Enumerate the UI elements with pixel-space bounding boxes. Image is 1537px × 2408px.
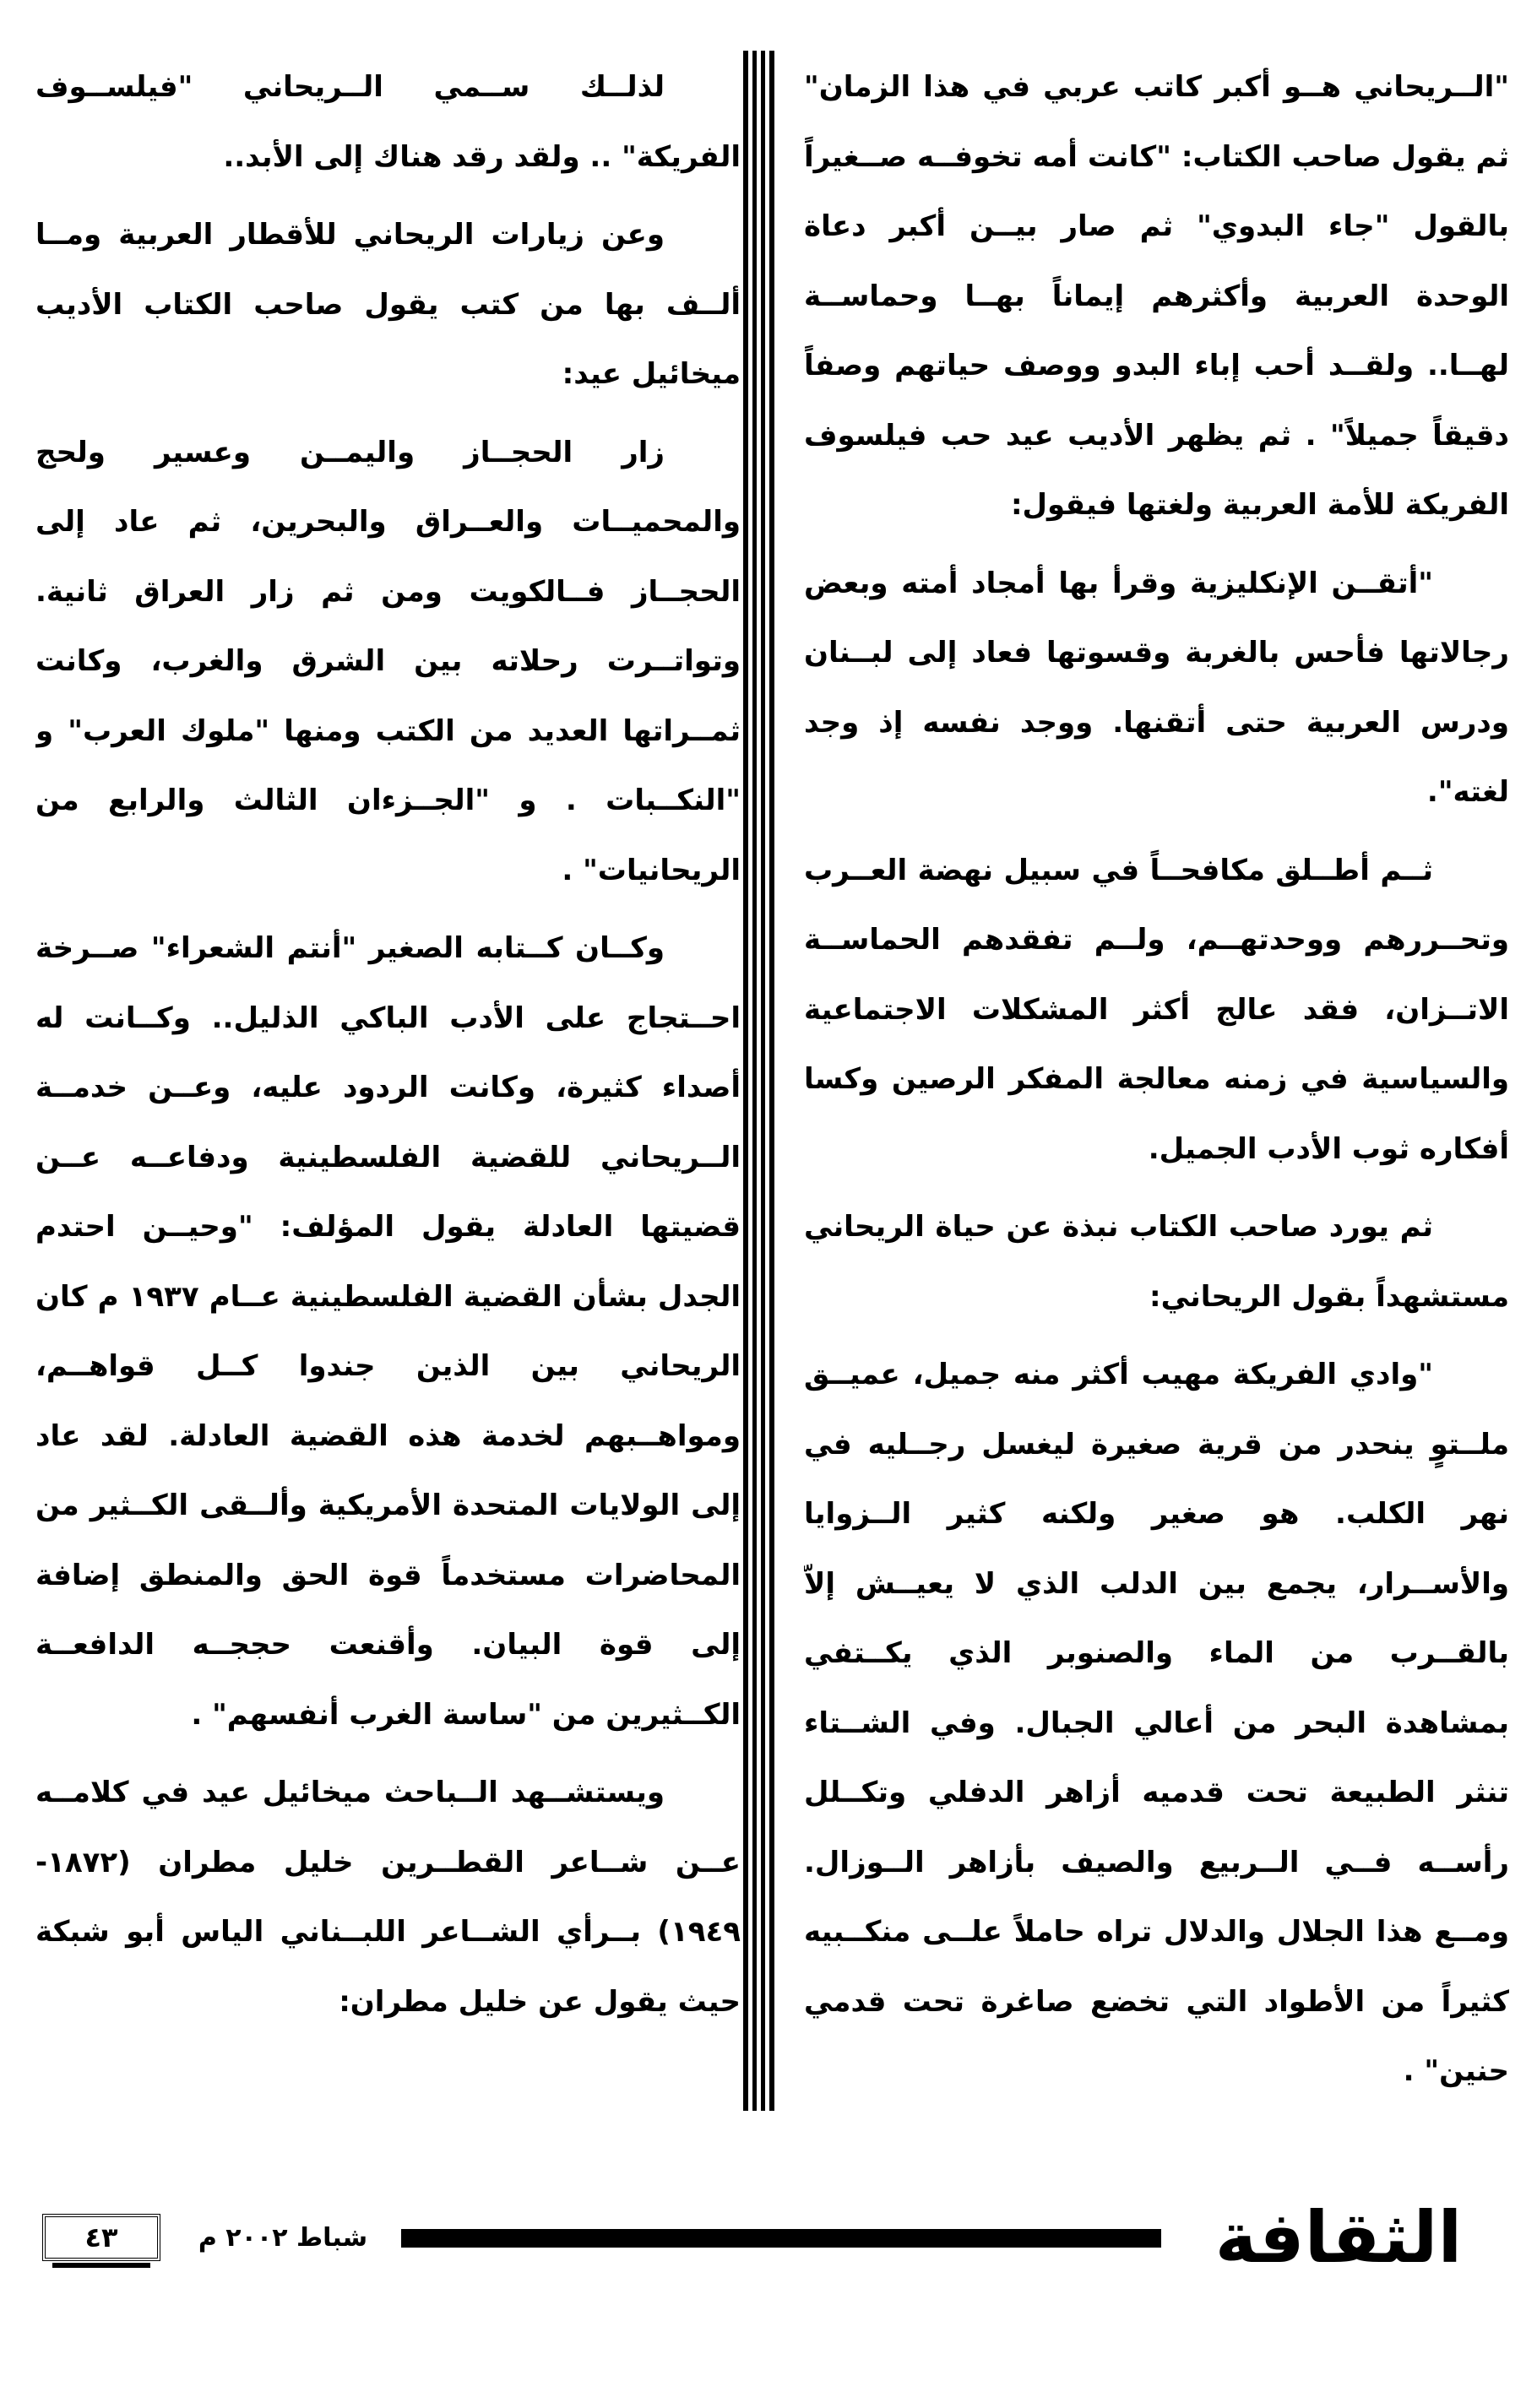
paragraph: ثم يورد صاحب الكتاب نبذة عن حياة الريحاني مستشهداً بقول الريحاني: (804, 1210, 1509, 1314)
magazine-logo: الثقافة (1214, 2196, 1463, 2279)
paragraph: "وادي الفريكة مهيب أكثر منه جميل، عميــق ملــتوٍ ينحدر من قرية صغيرة ليغسل رجــليه في نهر الكلب. هو صغير ولكنه كثير الــزوايا والأســرار، يجمع بين الدلب الذي لا يعيــش إلاّ بالقــرب من الماء والصنوبر الذي يكــتفي بمشاهدة البحر من أعالي الجبال. وفي الشــتاء تنثر الطبيعة تحت قدميه أزاهر الدفلي وتكــلل رأســه فــي الــربيع والصيف بأزاهر الــوزال. ومــع هذا الجلال والدلال تراه حاملاً علــى منكــبيه كثيراً من الأطواد التي تخضع صاغرة تحت قدمي حنين" . (804, 1358, 1509, 2088)
paragraph: زار الحجــاز واليمــن وعسير ولحج والمحميــات والعــراق والبحرين، ثم عاد إلى الحجــاز فــالكويت ومن ثم زار العراق ثانية. وتواتــرت رحلاته بين الشرق والغرب، وكانت ثمــراتها العديد من الكتب ومنها "ملوك العرب" و "النكــبات . و "الجــزءان الثالث والرابع من الريحانيات" . (35, 435, 741, 887)
paragraph: وعن زيارات الريحاني للأقطار العربية ومــا ألــف بها من كتب يقول صاحب الكتاب الأديب ميخائيل عيد: (35, 218, 741, 391)
footer-rule (401, 2229, 1161, 2248)
paragraph: "أتقــن الإنكليزية وقرأ بها أمجاد أمته وبعض رجالاتها فأحس بالغربة وقسوتها فعاد إلى لبــنان ودرس العربية حتى أتقنها. ووجد نفسه إذ وجد لغته". (804, 566, 1509, 809)
column-divider (743, 51, 775, 2111)
paragraph: "الــريحاني هــو أكبر كاتب عربي في هذا الزمان" ثم يقول صاحب الكتاب: "كانت أمه تخوفــه صــغيراً بالقول "جاء البدوي" ثم صار بيــن أكبر دعاة الوحدة العربية وأكثرهم إيماناً بهــا وحماســة لهــا.. ولقــد أحب إباء البدو ووصف حياتهم وصفاً دقيقاً جميلاً" . ثم يظهر الأديب عيد حب فيلسوف الفريكة للأمة العربية ولغتها فيقول: (804, 70, 1509, 522)
paragraph: ويستشــهد الــباحث ميخائيل عيد في كلامــه عــن شــاعر القطــرين خليل مطران (١٨٧٢- ١٩٤٩) بــرأي الشــاعر اللبــناني الياس أبو شبكة حيث يقول عن خليل مطران: (35, 1776, 741, 2019)
paragraph: وكــان كــتابه الصغير "أنتم الشعراء" صــرخة احــتجاج على الأدب الباكي الذليل.. وكــانت له أصداء كثيرة، وكانت الردود عليه، وعــن خدمــة الــريحاني للقضية الفلسطينية ودفاعــه عــن قضيتها العادلة يقول المؤلف: "وحيــن احتدم الجدل بشأن القضية الفلسطينية عــام ١٩٣٧ م كان الريحاني بين الذين جندوا كــل قواهــم، ومواهــبهم لخدمة هذه القضية العادلة. لقد عاد إلى الولايات المتحدة الأمريكية وألــقى الكــثير من المحاضرات مستخدماً قوة الحق والمنطق إضافة إلى قوة البيان. وأقنعت حججــه الدافعــة الكــثيرين من "ساسة الغرب أنفسهم" . (35, 931, 741, 1732)
article-column-right (804, 52, 1509, 2096)
article-column-left (35, 52, 741, 2096)
paragraph: لذلــك ســمي الــريحاني "فيلســوف الفريكة" .. ولقد رقد هناك إلى الأبد.. (35, 70, 741, 174)
issue-date: شباط ٢٠٠٢ م (198, 2223, 368, 2253)
paragraph: ثــم أطــلق مكافحــاً في سبيل نهضة العــرب وتحــررهم ووحدتهــم، ولــم تفقدهم الحماســة الاتــزان، فقد عالج أكثر المشكلات الاجتماعية والسياسية في زمنه معالجة المفكر الرصين وكسا أفكاره ثوب الأدب الجميل. (804, 853, 1509, 1166)
page-number: ٤٣ (42, 2214, 160, 2261)
